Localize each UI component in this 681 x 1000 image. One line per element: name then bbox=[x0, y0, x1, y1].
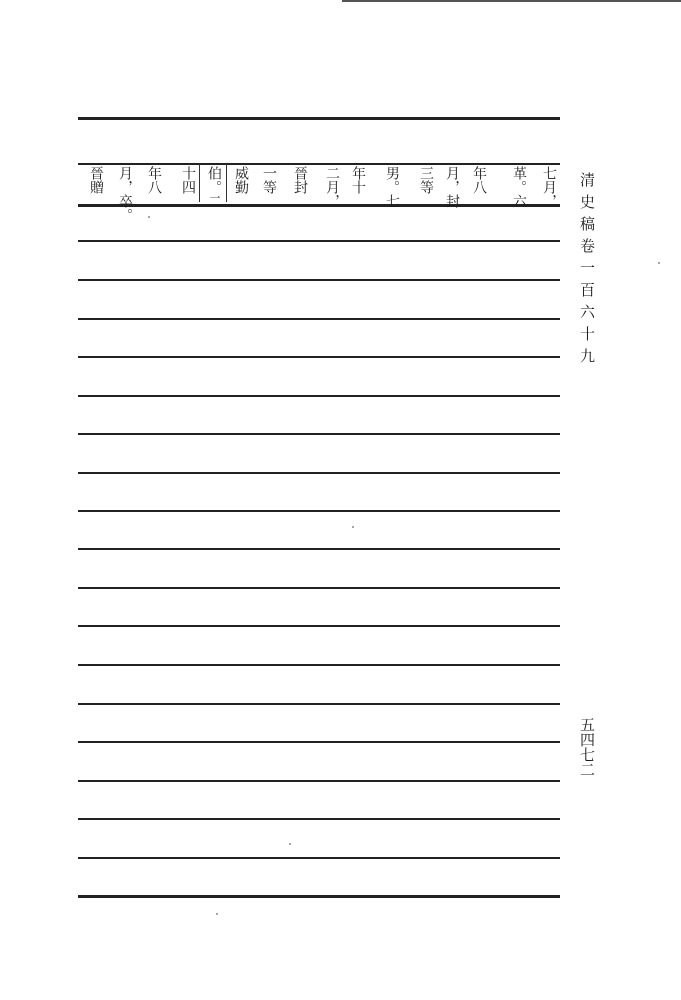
entry-column: 二月， bbox=[324, 166, 340, 208]
entry-column: 三等 bbox=[418, 166, 434, 194]
table-row-rule bbox=[78, 625, 560, 627]
table-row-rule bbox=[78, 433, 560, 435]
table-row-rule bbox=[78, 548, 560, 550]
entry-column: 伯。二 bbox=[206, 166, 222, 208]
table-row-rule bbox=[78, 510, 560, 512]
table-top-rule bbox=[78, 117, 560, 120]
table-row-rule bbox=[78, 587, 560, 589]
top-edge-rule bbox=[342, 0, 681, 2]
table-row-rule bbox=[78, 472, 560, 474]
scan-speck bbox=[289, 843, 291, 845]
entry-column: 威勤 bbox=[233, 166, 249, 194]
table-row-rule bbox=[78, 395, 560, 397]
entry-column: 十四 bbox=[180, 166, 196, 194]
table-row-rule bbox=[78, 240, 560, 242]
table-bottom-rule bbox=[78, 895, 560, 898]
table-row-rule bbox=[78, 318, 560, 320]
running-title: 清史稿卷一百六十九 bbox=[578, 172, 596, 370]
entry-column: 月，卒。 bbox=[117, 166, 133, 222]
entry-column: 月，封 bbox=[444, 166, 460, 208]
table-row-rule bbox=[78, 857, 560, 859]
table-row-rule bbox=[78, 818, 560, 820]
entry-column: 年八 bbox=[471, 166, 487, 194]
scan-speck bbox=[148, 216, 150, 218]
entry-column: 年十 bbox=[350, 166, 366, 194]
entry-column: 男。七 bbox=[384, 166, 400, 208]
entry-column: 七月， bbox=[541, 166, 557, 208]
entry-column: 晉贈 bbox=[88, 166, 104, 194]
scan-speck bbox=[352, 526, 354, 528]
page-number: 五四七二 bbox=[578, 717, 596, 777]
table-row-rule bbox=[78, 703, 560, 705]
entry-text-row bbox=[78, 166, 560, 222]
entry-column: 年八 bbox=[146, 166, 162, 194]
table-row-rule bbox=[78, 279, 560, 281]
table-row-rule bbox=[78, 163, 560, 165]
scan-speck bbox=[216, 913, 218, 915]
table-row-rule bbox=[78, 741, 560, 743]
entry-column: 革。六 bbox=[511, 166, 527, 208]
entry-column: 一等 bbox=[261, 166, 277, 194]
table-row-rule bbox=[78, 356, 560, 358]
table-row-rule bbox=[78, 780, 560, 782]
table-row-rule bbox=[78, 664, 560, 666]
entry-column: 晉封 bbox=[292, 166, 308, 194]
scan-speck bbox=[658, 262, 660, 264]
